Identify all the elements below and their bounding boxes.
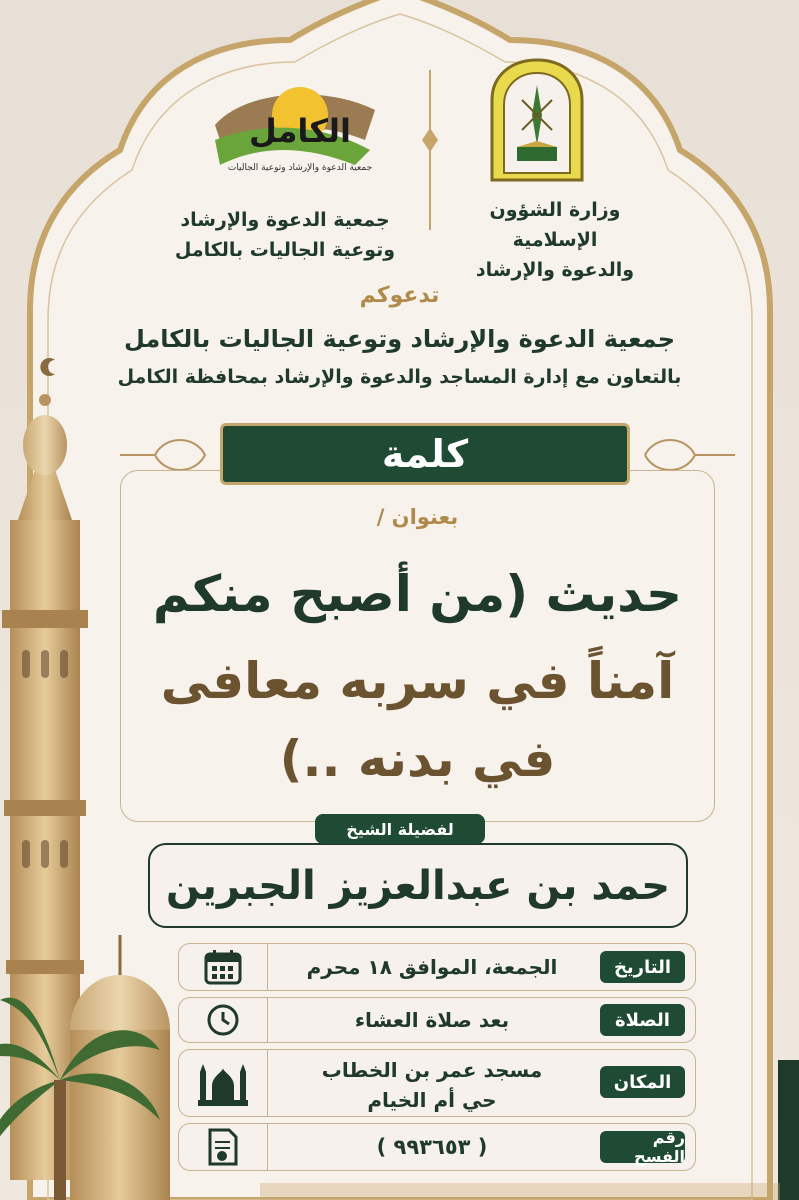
speaker-tag: لفضيلة الشيخ [315, 814, 485, 844]
mosque-icon [179, 1050, 268, 1116]
alkamil-logo [205, 80, 385, 175]
date-value: الجمعة، الموافق ١٨ محرم [306, 955, 558, 979]
location-district: حي أم الخيام [367, 1088, 497, 1112]
invite-heading: تدعوكم [359, 283, 440, 308]
topic-line-3: في بدنه ..) [279, 730, 556, 788]
topic-line-1: حديث (من أصبح منكم [152, 565, 683, 623]
permit-value: ( ٩٩٣٦٥٣ ) [376, 1135, 488, 1159]
org-left-name: جمعية الدعوة والإرشاد وتوعية الجاليات بالكامل [174, 209, 396, 261]
clock-icon [179, 998, 268, 1042]
ministry-emblem [487, 55, 587, 185]
calendar-icon [179, 944, 268, 990]
invite-cooperation: بالتعاون مع إدارة المساجد والدعوة والإرشاد بمحافظة الكامل [117, 366, 682, 388]
prayer-label: الصلاة [600, 1004, 685, 1036]
document-icon [179, 1124, 268, 1170]
prayer-value: بعد صلاة العشاء [354, 1008, 510, 1032]
detail-row-location [178, 1049, 696, 1117]
topic-line-2: آمناً في سربه معافى [160, 652, 675, 710]
location-label: المكان [600, 1066, 685, 1098]
date-label: التاريخ [600, 951, 685, 983]
invite-org: جمعية الدعوة والإرشاد وتوعية الجاليات بالكامل [123, 325, 676, 353]
detail-row-prayer [178, 997, 696, 1043]
detail-row-permit [178, 1123, 696, 1171]
topic-label: بعنوان / [376, 505, 459, 529]
svg-text:جمعية الدعوة والإرشاد وتوعية ا: جمعية الدعوة والإرشاد وتوعية الجاليات [227, 163, 373, 173]
speaker-name: حمد بن عبدالعزيز الجبرين [148, 843, 688, 928]
location-value: مسجد عمر بن الخطاب [321, 1058, 543, 1082]
svg-text:الكامل: الكامل [249, 112, 351, 150]
detail-row-date [178, 943, 696, 991]
kalima-banner: كلمة [220, 423, 630, 485]
org-right-name: وزارة الشؤون الإسلامية والدعوة والإرشاد [475, 199, 635, 281]
permit-label: رقم الفسح [600, 1131, 685, 1163]
